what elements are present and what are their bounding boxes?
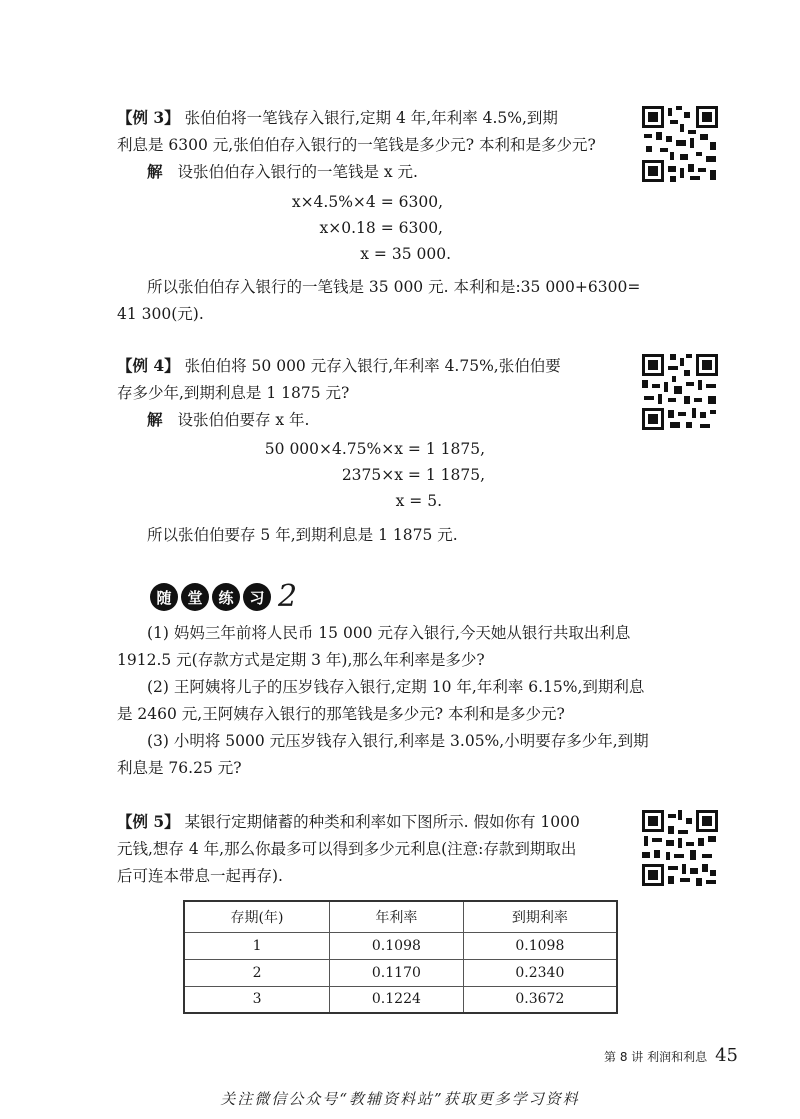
qr-code-icon <box>640 104 720 184</box>
table-cell: 0.1224 <box>330 986 464 1013</box>
table-cell: 0.3672 <box>463 986 617 1013</box>
example3-text-1: 张伯伯将一笔钱存入银行,定期 4 年,年利率 4.5%,到期 <box>184 109 558 127</box>
example3-equation-3: x = 35 000. <box>360 245 451 263</box>
qr-code-icon <box>640 808 720 888</box>
page-footer <box>604 1045 738 1066</box>
example5-label: 【例 5】 <box>117 812 180 831</box>
example3-conclusion-2: 41 300(元). <box>117 305 204 323</box>
example4-equation-2: 2375×x = 1 1875, <box>341 466 485 484</box>
qr-code-example3[interactable] <box>640 104 720 184</box>
table-header-term: 存期(年) <box>184 901 330 932</box>
practice-q3-line1: (3) 小明将 5000 元压岁钱存入银行,利率是 3.05%,小明要存多少年,到期 <box>147 732 649 750</box>
example5-line1 <box>117 808 637 836</box>
practice-q1-line1: (1) 妈妈三年前将人民币 15 000 元存入银行,今天她从银行共取出利息 <box>147 624 631 642</box>
example4-line2: 存多少年,到期利息是 1 1875 元? <box>117 384 350 402</box>
page-number: 45 <box>715 1045 738 1066</box>
example3-equation-1: x×4.5%×4 = 6300, <box>291 193 443 211</box>
example5-line2: 元钱,想存 4 年,那么你最多可以得到多少元利息(注意:存款到期取出 <box>117 840 577 858</box>
table-cell: 0.2340 <box>463 959 617 986</box>
table-cell: 0.1098 <box>463 932 617 959</box>
example5-text-1: 某银行定期储蓄的种类和利率如下图所示. 假如你有 1000 <box>184 813 580 831</box>
table-cell: 3 <box>184 986 330 1013</box>
chapter-label: 第 8 讲 利润和利息 <box>604 1050 708 1064</box>
table-row <box>184 986 617 1013</box>
example4-solution-text: 设张伯伯要存 x 年. <box>177 411 310 429</box>
practice-q2-line2: 是 2460 元,王阿姨存入银行的那笔钱是多少元? 本利和是多少元? <box>117 705 565 723</box>
qr-code-icon <box>640 352 720 432</box>
example3-conclusion-1: 所以张伯伯存入银行的一笔钱是 35 000 元. 本利和是:35 000+6300= <box>147 278 641 296</box>
example4-equation-1: 50 000×4.75%×x = 1 1875, <box>264 440 485 458</box>
example4-solution-label: 解 <box>147 410 163 429</box>
table-cell: 2 <box>184 959 330 986</box>
example4-text-1: 张伯伯将 50 000 元存入银行,年利率 4.75%,张伯伯要 <box>184 357 561 375</box>
practice-badge-2: 堂 <box>181 583 209 611</box>
example3-line2: 利息是 6300 元,张伯伯存入银行的一笔钱是多少元? 本利和是多少元? <box>117 136 596 154</box>
example4-label: 【例 4】 <box>117 356 180 375</box>
table-header-row <box>184 901 617 932</box>
watermark-banner: 关注微信公众号“教辅资料站”获取更多学习资料 <box>220 1090 580 1108</box>
table-header-maturity-rate: 到期利率 <box>463 901 617 932</box>
qr-code-example4[interactable] <box>640 352 720 432</box>
practice-q2-line1: (2) 王阿姨将儿子的压岁钱存入银行,定期 10 年,年利率 6.15%,到期利息 <box>147 678 645 696</box>
example3-equation-2: x×0.18 = 6300, <box>319 219 443 237</box>
example4-solution <box>147 406 667 434</box>
example5-line3: 后可连本带息一起再存). <box>117 867 283 885</box>
example3-line1 <box>117 104 637 132</box>
practice-badge-3: 练 <box>212 583 240 611</box>
example4-equation-3: x = 5. <box>395 492 442 510</box>
table-header-annual-rate: 年利率 <box>330 901 464 932</box>
interest-rate-table <box>183 900 618 1014</box>
practice-badge-1: 随 <box>150 583 178 611</box>
example4-line1 <box>117 352 637 380</box>
example3-solution-label: 解 <box>147 162 163 181</box>
example3-solution-text: 设张伯伯存入银行的一笔钱是 x 元. <box>177 163 418 181</box>
practice-badge-4: 习 <box>243 583 271 611</box>
practice-number: 2 <box>278 579 298 614</box>
table-cell: 0.1170 <box>330 959 464 986</box>
example4-conclusion: 所以张伯伯要存 5 年,到期利息是 1 1875 元. <box>147 526 458 544</box>
table-row <box>184 959 617 986</box>
practice-q1-line2: 1912.5 元(存款方式是定期 3 年),那么年利率是多少? <box>117 651 485 669</box>
table-cell: 1 <box>184 932 330 959</box>
practice-q3-line2: 利息是 76.25 元? <box>117 759 242 777</box>
qr-code-example5[interactable] <box>640 808 720 888</box>
example3-label: 【例 3】 <box>117 108 180 127</box>
practice-section-title <box>150 580 297 614</box>
table-cell: 0.1098 <box>330 932 464 959</box>
example3-solution <box>147 158 667 186</box>
table-row <box>184 932 617 959</box>
